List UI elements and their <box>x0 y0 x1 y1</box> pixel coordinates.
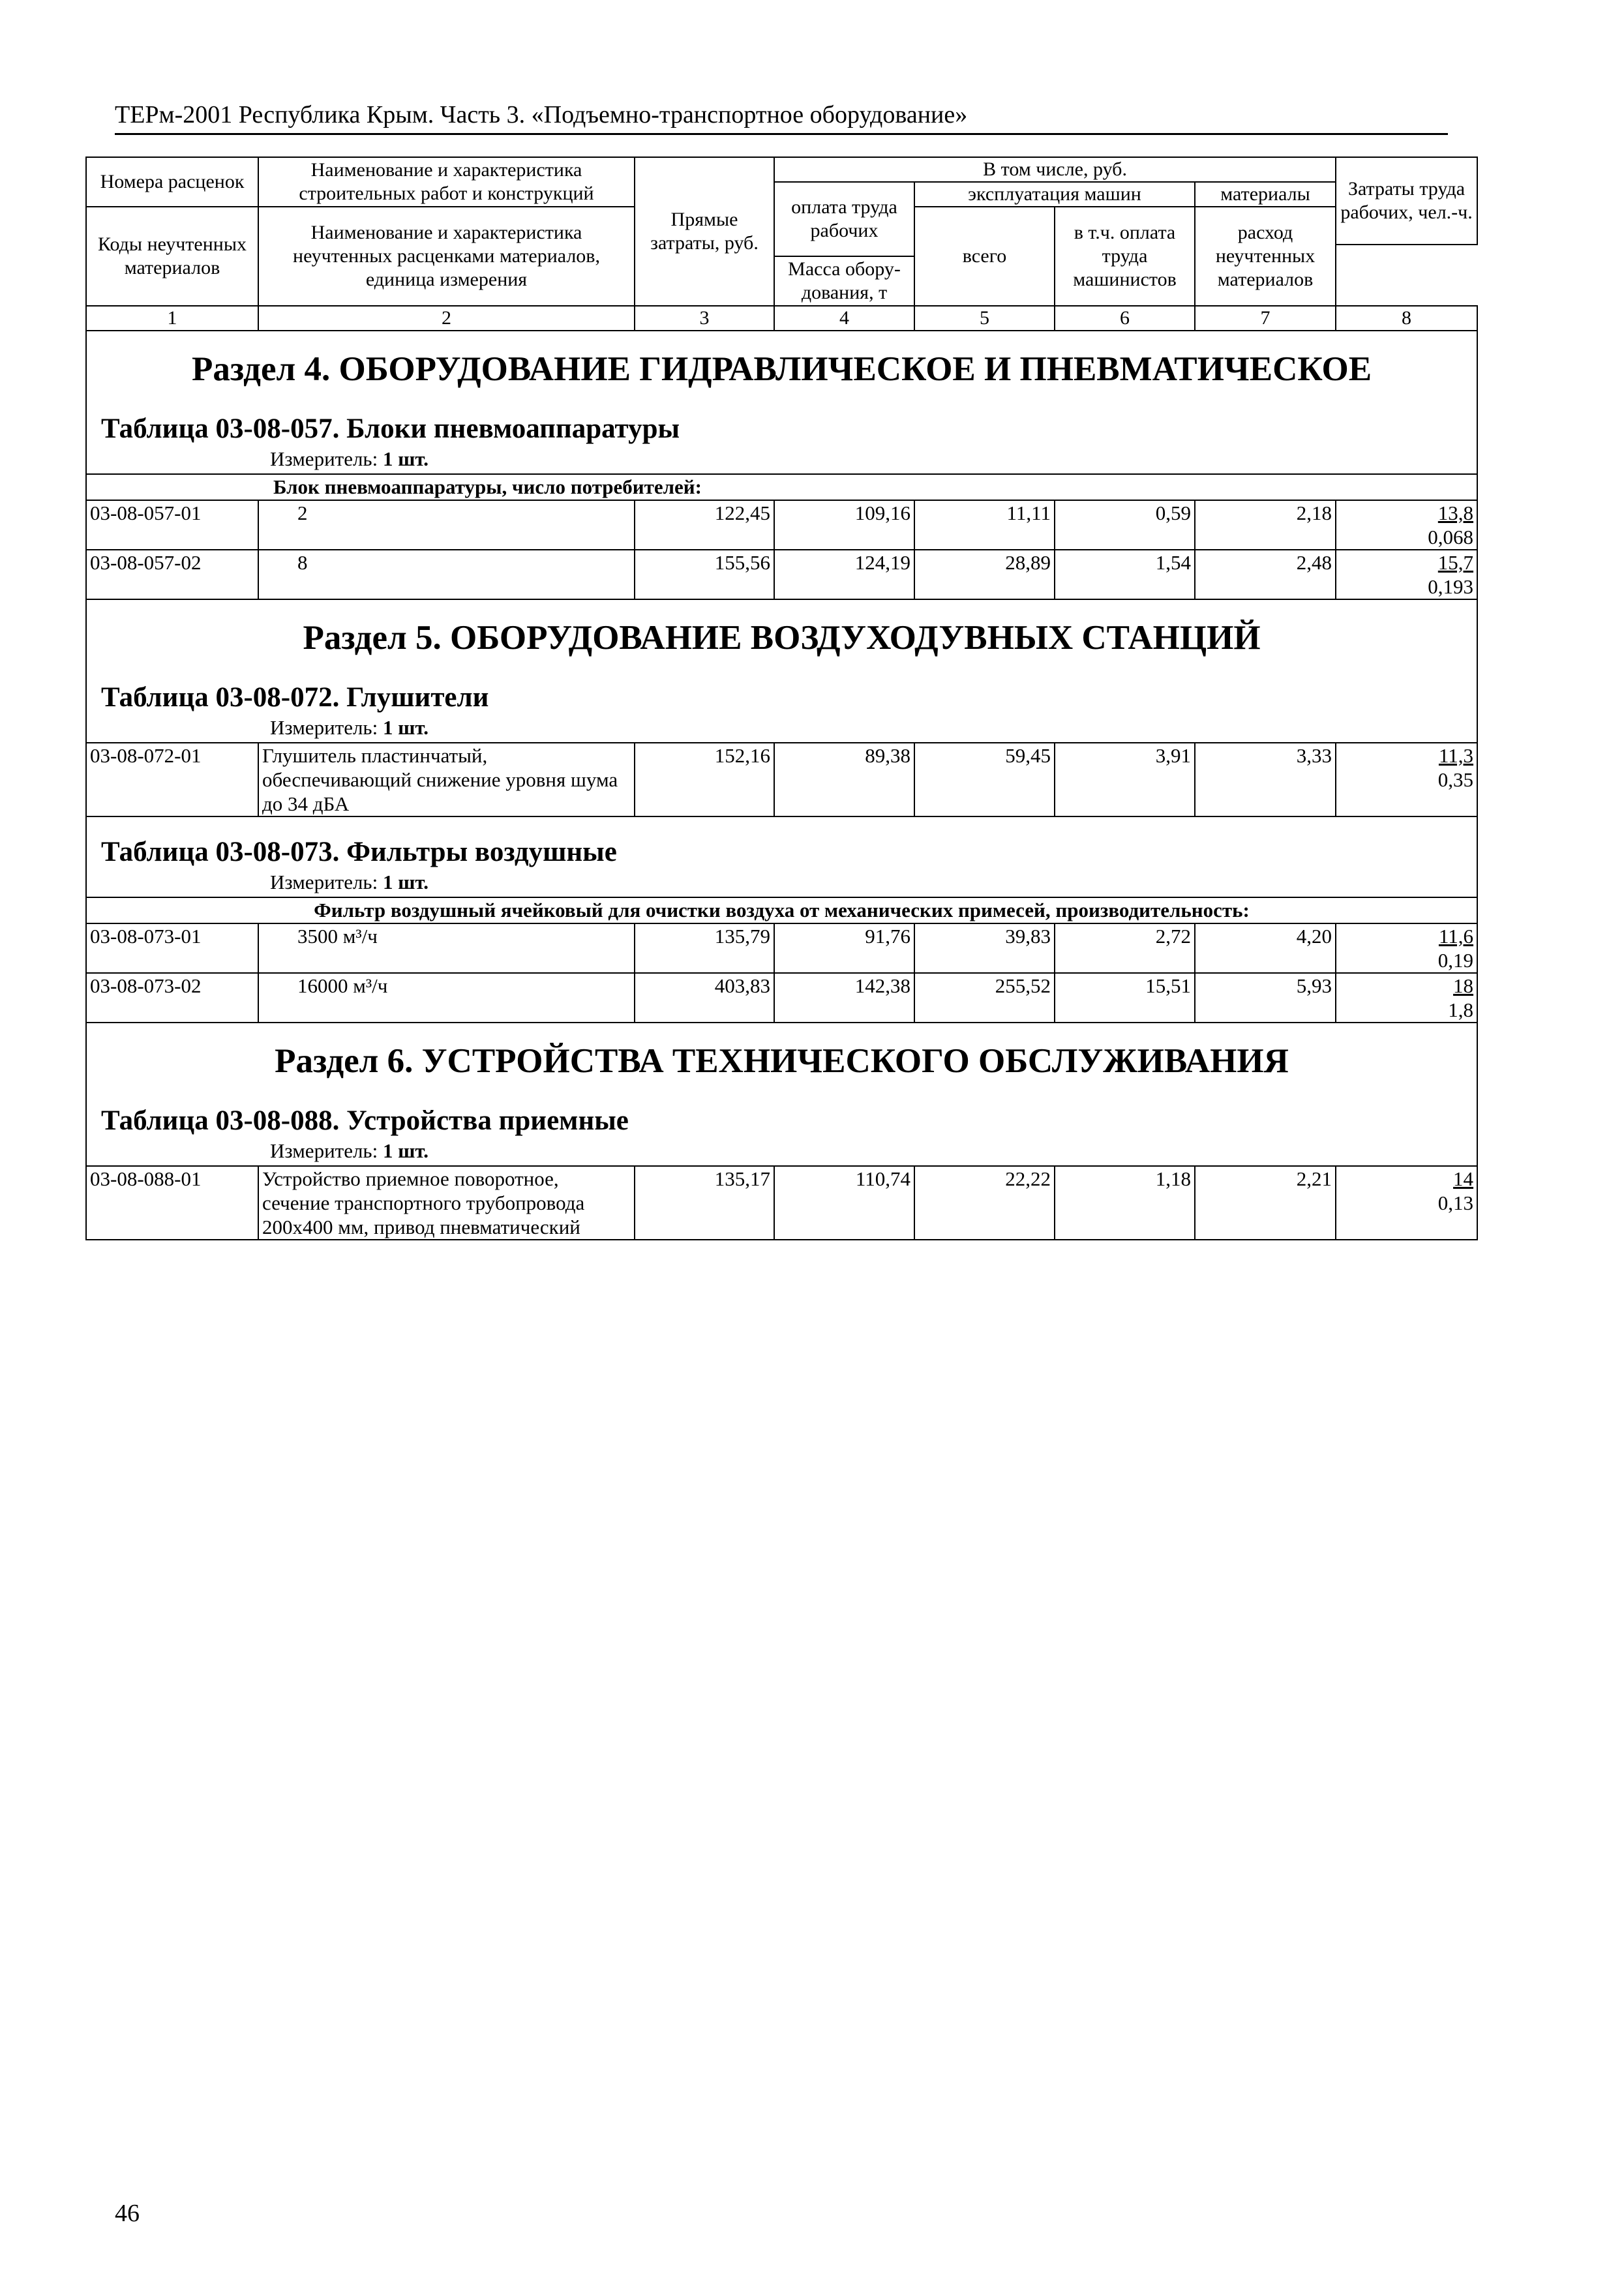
materials: 2,48 <box>1195 550 1336 599</box>
labor-hours-mass: 13,8 0,068 <box>1336 500 1477 550</box>
meter-line: Измеритель: 1 шт. <box>270 447 429 470</box>
section-5-block <box>86 599 1477 743</box>
header-rate-numbers: Номера расценок <box>86 157 258 207</box>
column-number: 1 <box>86 306 258 331</box>
column-number: 6 <box>1055 306 1195 331</box>
table-title: Таблица 03-08-088. Устройства приемные <box>101 1105 629 1136</box>
header-material-name: Наименование и характеристика неучтенных расценками материалов, единица измерения <box>258 207 635 306</box>
materials: 5,93 <box>1195 973 1336 1023</box>
direct-costs: 135,79 <box>635 923 774 973</box>
labor-pay: 89,38 <box>774 743 914 816</box>
section-title: Раздел 5. ОБОРУДОВАНИЕ ВОЗДУХОДУВНЫХ СТАНЦИЙ <box>303 619 1261 657</box>
column-number: 3 <box>635 306 774 331</box>
group-label: Фильтр воздушный ячейковый для очистки воздуха от механических примесей, производительность: <box>86 897 1477 923</box>
section-6-block <box>86 1023 1477 1166</box>
materials: 4,20 <box>1195 923 1336 973</box>
direct-costs: 122,45 <box>635 500 774 550</box>
rate-name: Глушитель пластинчатый, обеспечивающий снижение уровня шума до 34 дБА <box>258 743 635 816</box>
materials: 3,33 <box>1195 743 1336 816</box>
machines-total: 39,83 <box>914 923 1055 973</box>
rates-table <box>85 157 1478 1240</box>
header-material-codes: Коды неучтенных материалов <box>86 207 258 306</box>
labor-pay: 109,16 <box>774 500 914 550</box>
labor-hours-mass: 18 1,8 <box>1336 973 1477 1023</box>
operator-pay: 0,59 <box>1055 500 1195 550</box>
operator-pay: 1,18 <box>1055 1166 1195 1240</box>
header-operator-pay: в т.ч. оплата труда машинистов <box>1055 207 1195 306</box>
header-labor-pay: оплата труда рабочих <box>774 182 914 256</box>
header-labor-hours: Затраты труда рабочих, чел.-ч. <box>1336 157 1477 245</box>
rate-code: 03-08-057-02 <box>86 550 258 599</box>
rate-name: 2 <box>258 500 635 550</box>
table-title: Таблица 03-08-072. Глушители <box>101 682 489 713</box>
labor-pay: 142,38 <box>774 973 914 1023</box>
rate-code: 03-08-073-02 <box>86 973 258 1023</box>
column-number: 8 <box>1336 306 1477 331</box>
table-row <box>86 1166 1477 1240</box>
machines-total: 28,89 <box>914 550 1055 599</box>
table-row <box>86 923 1477 973</box>
table-title: Таблица 03-08-057. Блоки пневмоаппаратуры <box>101 413 680 444</box>
table-03-08-073-block <box>86 816 1477 897</box>
labor-hours-mass: 11,6 0,19 <box>1336 923 1477 973</box>
section-title: Раздел 6. УСТРОЙСТВА ТЕХНИЧЕСКОГО ОБСЛУЖИВАНИЯ <box>275 1042 1289 1080</box>
rate-code: 03-08-057-01 <box>86 500 258 550</box>
table-row <box>86 550 1477 599</box>
rate-name: 3500 м³/ч <box>258 923 635 973</box>
rate-code: 03-08-073-01 <box>86 923 258 973</box>
rate-code: 03-08-088-01 <box>86 1166 258 1240</box>
labor-pay: 110,74 <box>774 1166 914 1240</box>
header-direct-costs: Прямые затраты, руб. <box>635 157 774 306</box>
section-4-block <box>86 331 1477 474</box>
materials: 2,21 <box>1195 1166 1336 1240</box>
table-row <box>86 500 1477 550</box>
column-number: 7 <box>1195 306 1336 331</box>
rate-name: 16000 м³/ч <box>258 973 635 1023</box>
header-materials: материалы <box>1195 182 1336 207</box>
labor-hours-mass: 14 0,13 <box>1336 1166 1477 1240</box>
meter-line: Измеритель: 1 шт. <box>270 1139 429 1162</box>
operator-pay: 3,91 <box>1055 743 1195 816</box>
machines-total: 59,45 <box>914 743 1055 816</box>
operator-pay: 2,72 <box>1055 923 1195 973</box>
header-material-consumption: расход неучтенных материалов <box>1195 207 1336 306</box>
labor-pay: 124,19 <box>774 550 914 599</box>
page-number: 46 <box>115 2200 140 2227</box>
column-number: 4 <box>774 306 914 331</box>
column-number: 5 <box>914 306 1055 331</box>
direct-costs: 155,56 <box>635 550 774 599</box>
operator-pay: 15,51 <box>1055 973 1195 1023</box>
labor-pay: 91,76 <box>774 923 914 973</box>
direct-costs: 403,83 <box>635 973 774 1023</box>
column-number: 2 <box>258 306 635 331</box>
group-label: Блок пневмоаппаратуры, число потребителей: <box>86 474 1477 500</box>
labor-hours-mass: 15,7 0,193 <box>1336 550 1477 599</box>
table-row <box>86 973 1477 1023</box>
table-title: Таблица 03-08-073. Фильтры воздушные <box>101 837 617 867</box>
section-title: Раздел 4. ОБОРУДОВАНИЕ ГИДРАВЛИЧЕСКОЕ И ПНЕВМАТИЧЕСКОЕ <box>191 350 1372 388</box>
header-machines-total: всего <box>914 207 1055 306</box>
materials: 2,18 <box>1195 500 1336 550</box>
table-row <box>86 743 1477 816</box>
rate-code: 03-08-072-01 <box>86 743 258 816</box>
rate-name: 8 <box>258 550 635 599</box>
header-including: В том числе, руб. <box>774 157 1336 182</box>
meter-line: Измеритель: 1 шт. <box>270 716 429 739</box>
operator-pay: 1,54 <box>1055 550 1195 599</box>
machines-total: 255,52 <box>914 973 1055 1023</box>
machines-total: 22,22 <box>914 1166 1055 1240</box>
direct-costs: 152,16 <box>635 743 774 816</box>
direct-costs: 135,17 <box>635 1166 774 1240</box>
meter-line: Измеритель: 1 шт. <box>270 871 429 893</box>
header-work-name: Наименование и характеристика строительных работ и конструкций <box>258 157 635 207</box>
labor-hours-mass: 11,3 0,35 <box>1336 743 1477 816</box>
machines-total: 11,11 <box>914 500 1055 550</box>
header-equipment-mass: Масса обору-дования, т <box>774 256 914 306</box>
rate-name: Устройство приемное поворотное, сечение транспортного трубопровода 200х400 мм, привод пневматический <box>258 1166 635 1240</box>
page-header: ТЕРм-2001 Республика Крым. Часть 3. «Подъемно-транспортное оборудование» <box>115 97 1448 135</box>
header-machines: эксплуатация машин <box>914 182 1195 207</box>
